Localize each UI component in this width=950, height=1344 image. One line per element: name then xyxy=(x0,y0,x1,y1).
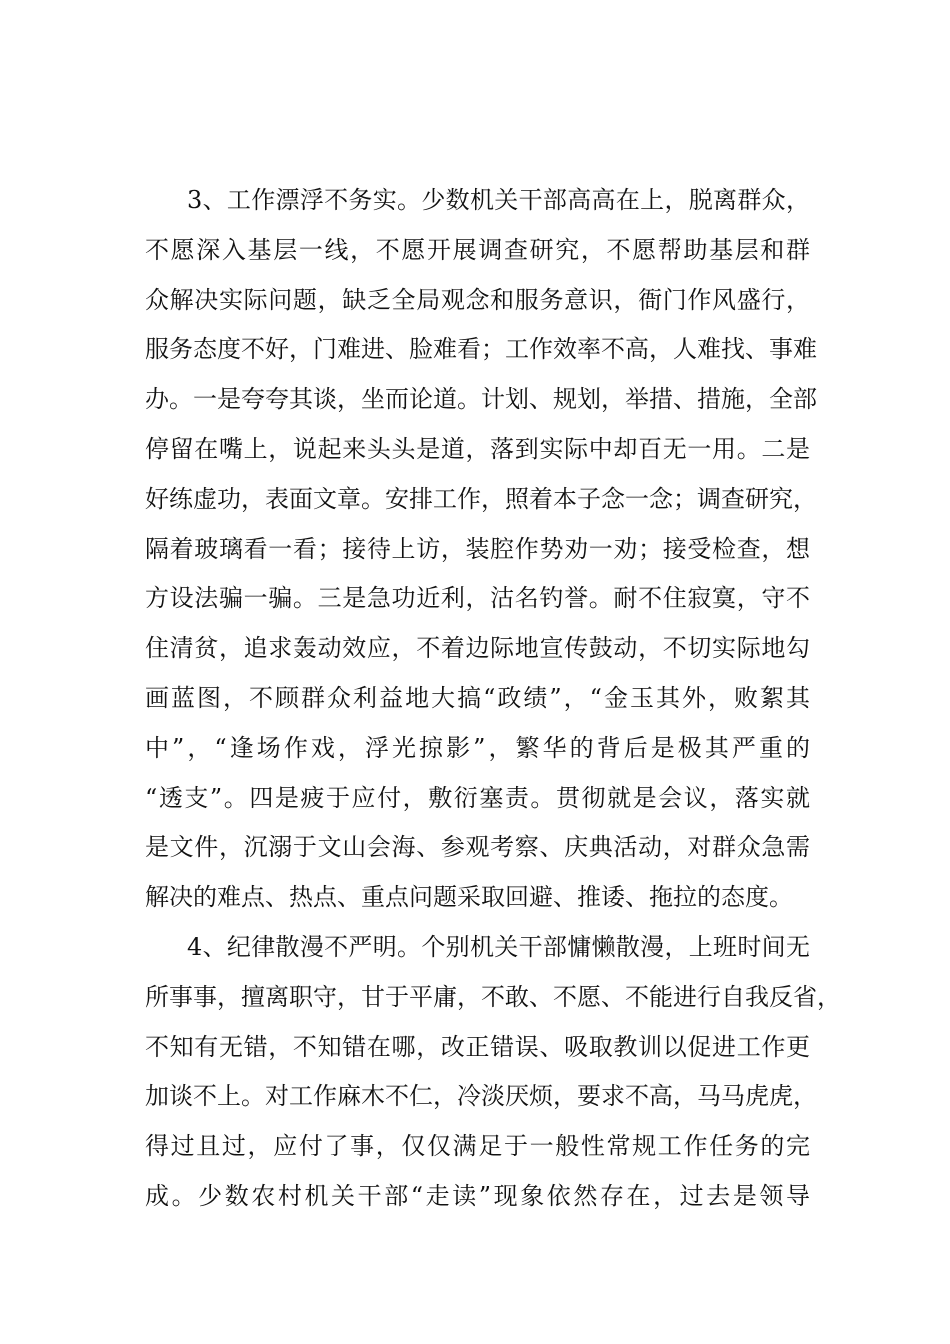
paragraph-3-work-style xyxy=(145,176,817,923)
text-line: 方设法骗一骗。三是急功近利，沽名钓誉。耐不住寂寞，守不 xyxy=(145,584,810,613)
text-line: 解决的难点、热点、重点问题采取回避、推诿、拖拉的态度。 xyxy=(145,883,793,912)
text-line: 中”，“逢场作戏，浮光掠影”，繁华的背后是极其严重的 xyxy=(145,733,810,762)
text-line: 成。少数农村机关干部“走读”现象依然存在，过去是领导 xyxy=(145,1181,810,1210)
text-line: 服务态度不好，门难进、脸难看；工作效率不高，人难找、事难 xyxy=(145,335,817,364)
text-line: 所事事，擅离职守，甘于平庸，不敢、不愿、不能进行自我反省， xyxy=(145,982,841,1011)
text-line: 隔着玻璃看一看；接待上访，装腔作势劝一劝；接受检查，想 xyxy=(145,534,810,563)
text-line: 好练虚功，表面文章。安排工作，照着本子念一念；调查研究， xyxy=(145,484,817,513)
text-line: 4、纪律散漫不严明。个别机关干部慵懒散漫，上班时间无 xyxy=(187,932,810,961)
text-line: 众解决实际问题，缺乏全局观念和服务意识，衙门作风盛行， xyxy=(145,285,810,314)
paragraph-4-discipline xyxy=(145,923,841,1222)
text-line: 加谈不上。对工作麻木不仁，冷淡厌烦，要求不高，马马虎虎， xyxy=(145,1082,817,1111)
text-line: 画蓝图，不顾群众利益地大搞“政绩”，“金玉其外，败絮其 xyxy=(145,683,810,712)
text-line: 是文件，沉溺于文山会海、参观考察、庆典活动，对群众急需 xyxy=(145,833,810,862)
text-line: 得过且过，应付了事，仅仅满足于一般性常规工作任务的完 xyxy=(145,1132,810,1161)
text-line: 停留在嘴上，说起来头头是道，落到实际中却百无一用。二是 xyxy=(145,434,810,463)
text-line: 住清贫，追求轰动效应，不着边际地宣传鼓动，不切实际地勾 xyxy=(145,634,810,663)
text-line: 不知有无错，不知错在哪，改正错误、吸取教训以促进工作更 xyxy=(145,1032,810,1061)
text-line: 办。一是夸夸其谈，坐而论道。计划、规划，举措、措施，全部 xyxy=(145,385,817,414)
text-line: 3、工作漂浮不务实。少数机关干部高高在上，脱离群众， xyxy=(187,186,810,214)
document-body xyxy=(145,176,841,1222)
text-line: 不愿深入基层一线，不愿开展调查研究，不愿帮助基层和群 xyxy=(145,235,810,264)
text-line: “透支”。四是疲于应付，敷衍塞责。贯彻就是会议，落实就 xyxy=(145,783,810,812)
